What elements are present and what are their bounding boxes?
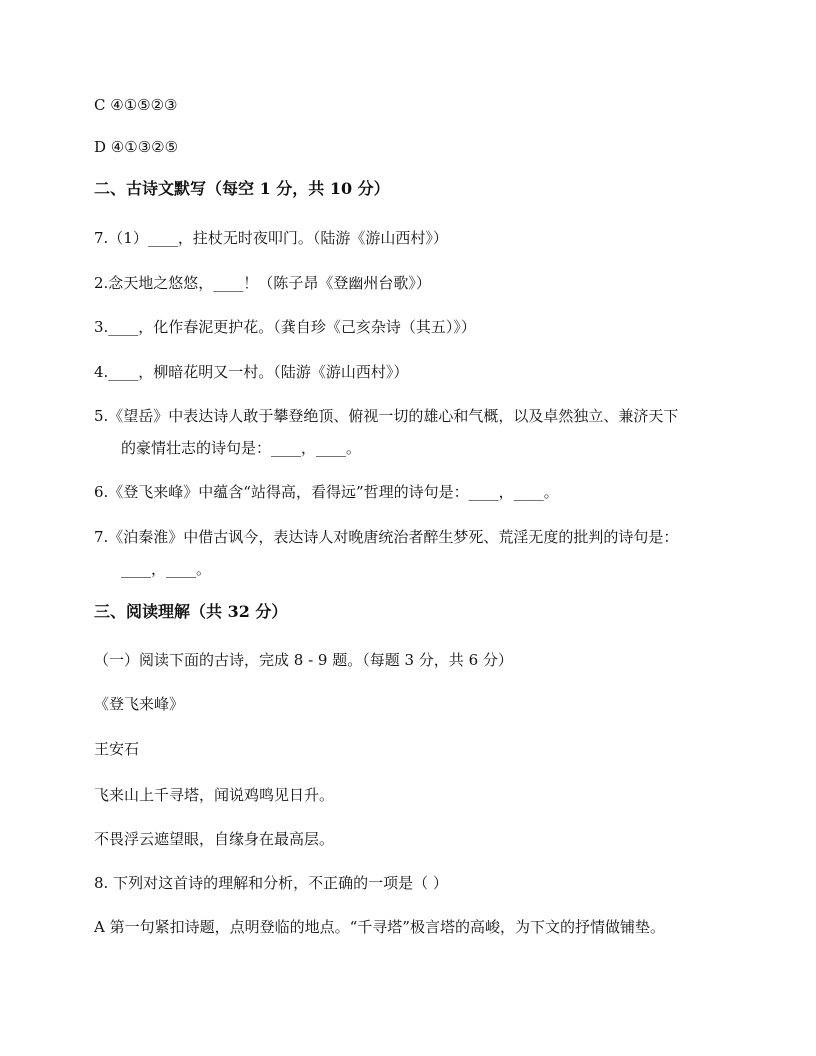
question-7-3: 3.____，化作春泥更护花。（龚自珍《己亥杂诗（其五）》） (94, 318, 476, 336)
question-7-1: 7.（1）____，拄杖无时夜叩门。（陆游《游山西村》） (94, 229, 448, 247)
question-7-4: 4.____，柳暗花明又一村。（陆游《游山西村》） (94, 363, 409, 381)
poem-line-1: 飞来山上千寻塔，闻说鸡鸣见日升。 (94, 786, 335, 804)
part-one-intro: （一）阅读下面的古诗，完成 8 - 9 题。（每题 3 分，共 6 分） (94, 651, 513, 669)
question-7-2: 2.念天地之悠悠，____！（陈子昂《登幽州台歌》） (94, 274, 431, 292)
option-d: D ④①③②⑤ (94, 138, 179, 156)
question-8: 8. 下列对这首诗的理解和分析，不正确的一项是（ ） (94, 874, 448, 892)
poem-author: 王安石 (94, 740, 140, 758)
section-heading-reading: 三、阅读理解（共 32 分） (94, 602, 288, 621)
question-7-5-line1: 5.《望岳》中表达诗人敢于攀登绝顶、俯视一切的雄心和气概，以及卓然独立、兼济天下 (94, 407, 679, 425)
question-7-5-line2: 的豪情壮志的诗句是：____，____。 (121, 439, 362, 457)
question-7-6: 6.《登飞来峰》中蕴含“站得高，看得远”哲理的诗句是：____，____。 (94, 483, 559, 501)
question-7-7-line2: ____，____。 (121, 560, 212, 578)
question-8-option-a: A 第一句紧扣诗题，点明登临的地点。“千寻塔”极言塔的高峻，为下文的抒情做铺垫。 (94, 918, 665, 936)
poem-title: 《登飞来峰》 (94, 695, 185, 713)
option-c: C ④①⑤②③ (94, 96, 178, 114)
poem-line-2: 不畏浮云遮望眼，自缘身在最高层。 (94, 830, 335, 848)
question-7-7-line1: 7.《泊秦淮》中借古讽今，表达诗人对晚唐统治者醉生梦死、荒淫无度的批判的诗句是： (94, 528, 679, 546)
section-heading-poetry-dictation: 二、古诗文默写（每空 1 分，共 10 分） (94, 179, 390, 198)
